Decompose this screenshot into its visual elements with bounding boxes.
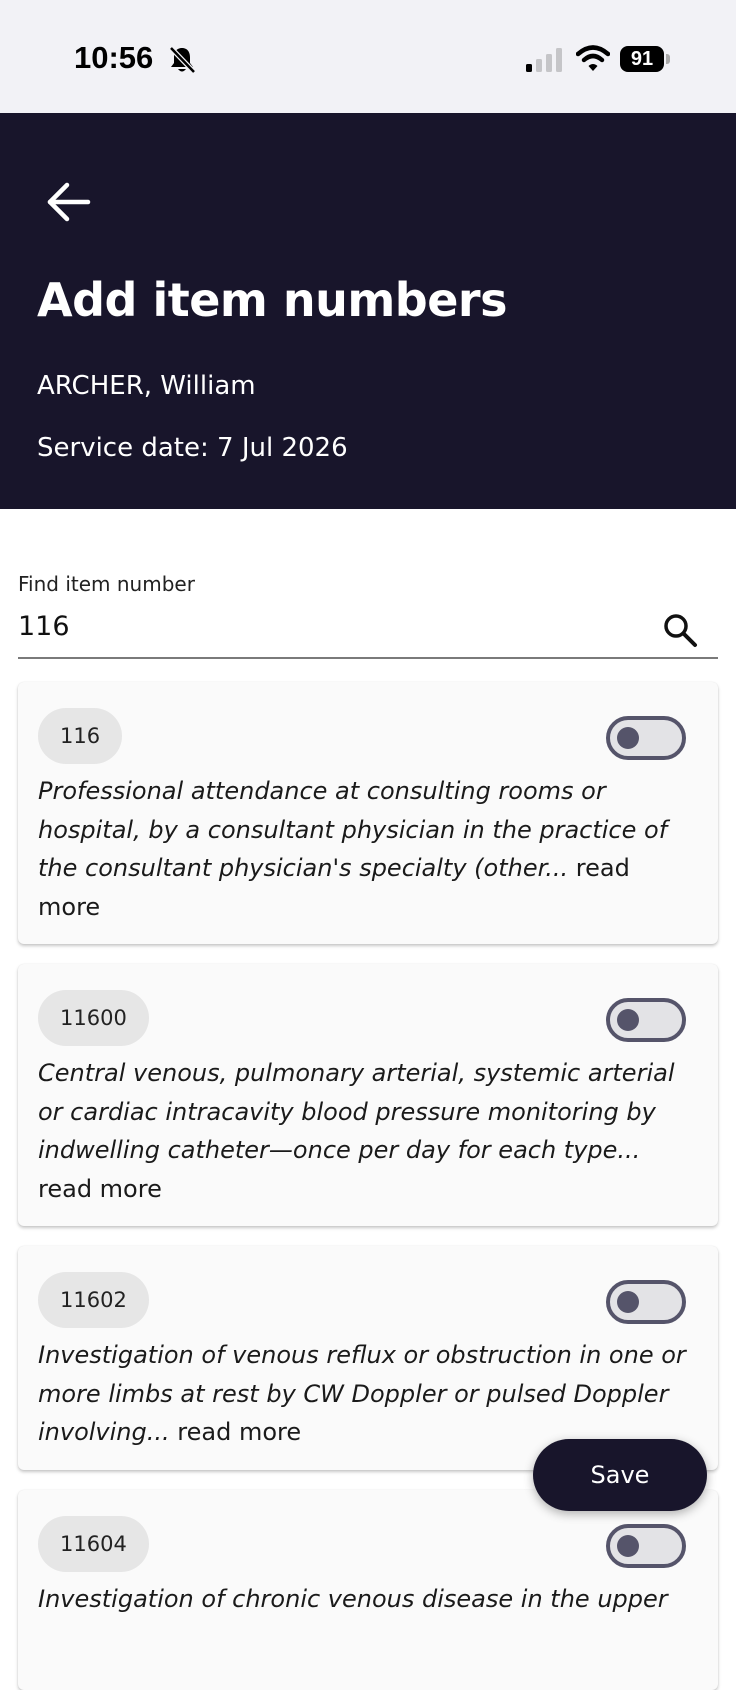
- item-toggle[interactable]: [606, 998, 686, 1042]
- item-card: [18, 964, 718, 1226]
- toggle-knob: [617, 1009, 639, 1031]
- item-card: [18, 1246, 718, 1470]
- item-number-badge: 11604: [38, 1516, 149, 1572]
- patient-name: ARCHER, William: [37, 371, 256, 401]
- item-description-text: Professional attendance at consulting rooms or hospital, by a consultant physician in the practice of the consultant physician's specialty (other...: [38, 777, 668, 882]
- toggle-knob: [617, 727, 639, 749]
- item-description-text: Investigation of venous reflux or obstruction in one or more limbs at rest by CW Doppler or pulsed Doppler involving...: [38, 1341, 686, 1446]
- item-description-text: Central venous, pulmonary arterial, systemic arterial or cardiac intracavity blood pressure monitoring by indwelling catheter—once per day for each type...: [38, 1059, 675, 1164]
- read-more-link[interactable]: read more: [38, 854, 630, 921]
- wifi-icon: [576, 44, 610, 72]
- item-number-badge: 11600: [38, 990, 149, 1046]
- item-description: [38, 1336, 688, 1452]
- cellular-signal-icon: [526, 48, 564, 72]
- status-bar: [0, 0, 736, 113]
- item-description: [38, 1580, 688, 1619]
- item-card: [18, 1490, 718, 1690]
- battery-level: 91: [620, 46, 664, 72]
- item-number-badge: 116: [38, 708, 122, 764]
- item-number-badge: 11602: [38, 1272, 149, 1328]
- toggle-knob: [617, 1535, 639, 1557]
- search-label: Find item number: [18, 572, 195, 596]
- read-more-link[interactable]: read more: [177, 1418, 302, 1446]
- status-time: 10:56: [74, 40, 154, 75]
- toggle-knob: [617, 1291, 639, 1313]
- search-underline: [18, 657, 718, 659]
- page-title: Add item numbers: [37, 273, 507, 327]
- item-description: [38, 772, 688, 926]
- back-arrow-icon[interactable]: [44, 177, 94, 227]
- search-icon[interactable]: [662, 612, 698, 648]
- item-toggle[interactable]: [606, 1524, 686, 1568]
- search-input[interactable]: [18, 606, 648, 646]
- save-button[interactable]: Save: [533, 1439, 707, 1511]
- item-toggle[interactable]: [606, 716, 686, 760]
- read-more-link[interactable]: read more: [38, 1174, 162, 1203]
- item-description: [38, 1054, 688, 1208]
- battery-tip: [666, 54, 670, 64]
- bell-muted-icon: [168, 45, 196, 75]
- item-card: [18, 682, 718, 944]
- item-toggle[interactable]: [606, 1280, 686, 1324]
- page-header: [0, 113, 736, 509]
- item-description-text: Investigation of chronic venous disease in the upper: [38, 1585, 668, 1613]
- service-date: Service date: 7 Jul 2026: [37, 433, 348, 463]
- battery-icon: [620, 46, 670, 74]
